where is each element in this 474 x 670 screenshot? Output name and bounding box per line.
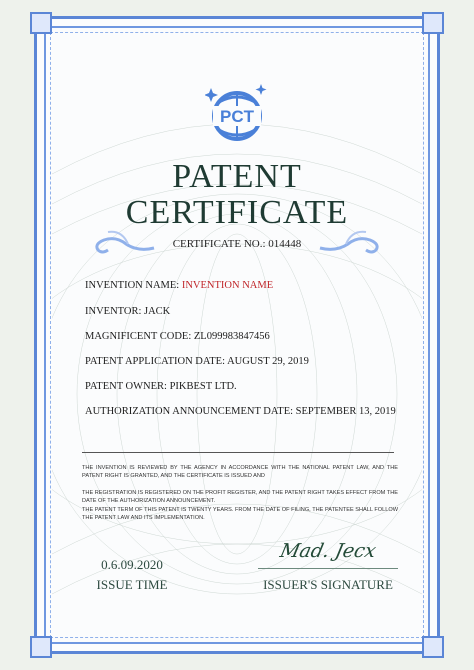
fine-print-paragraph-2: THE REGISTRATION IS REGISTERED ON THE PROFIT REGISTER, AND THE PATENT RIGHT TAKES EFFECT FROM THE DATE OF THE AUTHORIZATION ANNOUNCEMENT.: [82, 490, 398, 504]
magnificent-code-field: MAGNIFICENT CODE: ZL099983847456: [85, 331, 270, 342]
fine-print-paragraph-3: THE PATENT TERM OF THIS PATENT IS TWENTY YEARS. FROM THE DATE OF FILING, THE PATENTEE SHALL FOLLOW THE PATENT LAW AND ITS IMPLEMENTATION.: [82, 507, 398, 521]
globe-icon: [205, 82, 269, 146]
corner-ornament-bottom-right: [422, 636, 444, 658]
application-date-field: PATENT APPLICATION DATE: AUGUST 29, 2019: [85, 356, 309, 367]
signature-line: [258, 568, 398, 569]
title-line-2: CERTIFICATE: [125, 194, 349, 231]
divider-line: [82, 452, 394, 453]
invention-name-label: INVENTION NAME:: [85, 280, 180, 291]
inventor-field: INVENTOR: JACK: [85, 306, 171, 317]
patent-owner-field: PATENT OWNER: PIKBEST LTD.: [85, 381, 237, 392]
title-line-1: PATENT: [172, 158, 302, 195]
issue-date: 0.6.09.2020: [101, 557, 163, 572]
invention-name-field: [85, 280, 273, 291]
invention-name-value: INVENTION NAME: [181, 280, 274, 291]
logo-text: PCT: [220, 107, 254, 126]
signature-label: ISSUER'S SIGNATURE: [263, 577, 393, 592]
authorization-date-field: AUTHORIZATION ANNOUNCEMENT DATE: SEPTEMBER 13, 2019: [85, 406, 396, 417]
issue-time-label: ISSUE TIME: [96, 577, 168, 592]
corner-ornament-bottom-left: [30, 636, 52, 658]
certificate-number: CERTIFICATE NO.: 014448: [172, 238, 302, 250]
corner-ornament-top-left: [30, 12, 52, 34]
corner-ornament-top-right: [422, 12, 444, 34]
signature: Mad. Jecx: [278, 540, 378, 562]
fine-print-paragraph-1: THE INVENTION IS REVIEWED BY THE AGENCY IN ACCORDANCE WITH THE NATIONAL PATENT LAW, AND THE PATENT RIGHT IS GRANTED, AND THE CERTIFICATE IS ISSUED AND: [82, 465, 398, 479]
